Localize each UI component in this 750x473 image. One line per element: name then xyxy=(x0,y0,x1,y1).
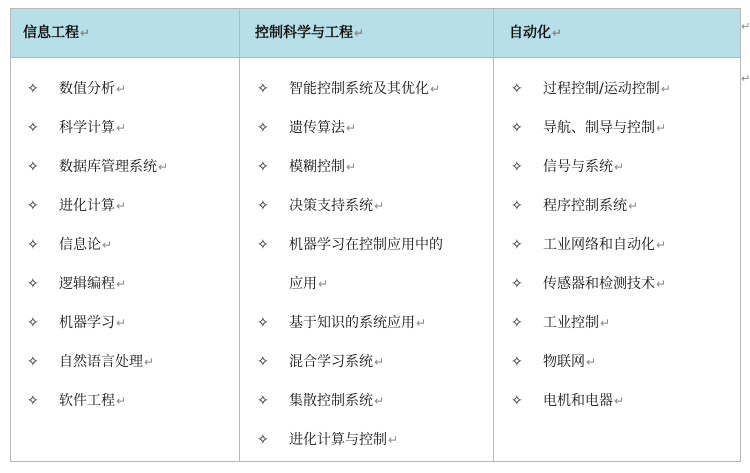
paragraph-mark: ↵ xyxy=(318,277,329,291)
list-item-text: 进化计算 xyxy=(59,198,115,214)
diamond-bullet-icon: ✧ xyxy=(27,159,39,175)
diamond-bullet-icon: ✧ xyxy=(511,159,523,175)
diamond-bullet-icon: ✧ xyxy=(27,198,39,214)
paragraph-mark: ↵ xyxy=(102,238,113,252)
list-item-text: 混合学习系统 xyxy=(289,354,373,370)
paragraph-mark: ↵ xyxy=(628,199,639,213)
list-item xyxy=(21,343,231,382)
list-item xyxy=(251,70,487,109)
list-item-text: 模糊控制 xyxy=(289,159,345,175)
diamond-bullet-icon: ✧ xyxy=(257,120,269,136)
paragraph-mark: ↵ xyxy=(116,121,127,135)
paragraph-mark: ↵ xyxy=(660,82,671,96)
paragraph-mark: ↵ xyxy=(656,121,667,135)
list-item-text: 自然语言处理 xyxy=(59,354,143,370)
list-item xyxy=(505,70,733,109)
diamond-bullet-icon: ✧ xyxy=(511,354,523,370)
diamond-bullet-icon: ✧ xyxy=(511,198,523,214)
list-item xyxy=(505,226,733,265)
list-item-text: 进化计算与控制 xyxy=(289,432,387,448)
paragraph-mark: ↵ xyxy=(600,316,611,330)
list-item xyxy=(251,265,487,304)
list-item xyxy=(21,70,231,109)
list-item-text: 机器学习 xyxy=(59,315,115,331)
list-item xyxy=(505,148,733,187)
diamond-bullet-icon: ✧ xyxy=(511,315,523,331)
diamond-bullet-icon: ✧ xyxy=(511,237,523,253)
paragraph-mark: ↵ xyxy=(374,355,385,369)
list-item-text: 工业网络和自动化 xyxy=(543,237,655,253)
diamond-bullet-icon: ✧ xyxy=(27,393,39,409)
list-item-text: 导航、制导与控制 xyxy=(543,120,655,136)
list-item xyxy=(505,343,733,382)
paragraph-mark: ↵ xyxy=(158,160,169,174)
list-item xyxy=(21,304,231,343)
list-item xyxy=(505,304,733,343)
list-item-text: 传感器和检测技术 xyxy=(543,276,655,292)
list-item-text: 智能控制系统及其优化 xyxy=(289,81,429,97)
list-item-text: 遗传算法 xyxy=(289,120,345,136)
diamond-bullet-icon: ✧ xyxy=(27,237,39,253)
list-item-text: 物联网 xyxy=(543,354,585,370)
table-header-row xyxy=(11,9,740,58)
diamond-bullet-icon: ✧ xyxy=(511,81,523,97)
information-engineering-list xyxy=(21,70,231,421)
list-item xyxy=(21,109,231,148)
list-item-text: 决策支持系统 xyxy=(289,198,373,214)
list-item-text: 逻辑编程 xyxy=(59,276,115,292)
paragraph-mark: ↵ xyxy=(116,277,127,291)
paragraph-mark: ↵ xyxy=(656,277,667,291)
diamond-bullet-icon: ✧ xyxy=(257,81,269,97)
column-divider xyxy=(493,9,494,461)
diamond-bullet-icon: ✧ xyxy=(27,276,39,292)
paragraph-mark: ↵ xyxy=(116,316,127,330)
paragraph-mark: ↵ xyxy=(346,160,357,174)
paragraph-mark: ↵ xyxy=(116,82,127,96)
list-item-text: 科学计算 xyxy=(59,120,115,136)
list-item xyxy=(21,382,231,421)
diamond-bullet-icon: ✧ xyxy=(257,354,269,370)
paragraph-mark: ↵ xyxy=(144,355,155,369)
control-science-list xyxy=(251,70,487,460)
column-divider xyxy=(239,9,240,461)
list-item-text: 软件工程 xyxy=(59,393,115,409)
diamond-bullet-icon: ✧ xyxy=(257,198,269,214)
diamond-bullet-icon: ✧ xyxy=(257,159,269,175)
list-item-text: 集散控制系统 xyxy=(289,393,373,409)
paragraph-mark: ↵ xyxy=(614,394,625,408)
list-item-text: 应用 xyxy=(289,276,317,292)
list-item-text: 信息论 xyxy=(59,237,101,253)
paragraph-mark: ↵ xyxy=(346,121,357,135)
diamond-bullet-icon: ✧ xyxy=(27,315,39,331)
diamond-bullet-icon: ✧ xyxy=(511,276,523,292)
list-item xyxy=(251,382,487,421)
header-automation: 自动化↵ xyxy=(509,25,563,41)
paragraph-mark: ↵ xyxy=(374,394,385,408)
list-item xyxy=(505,187,733,226)
diamond-bullet-icon: ✧ xyxy=(257,237,269,253)
diamond-bullet-icon: ✧ xyxy=(511,120,523,136)
paragraph-mark: ↵ xyxy=(388,433,399,447)
header-control-science: 控制科学与工程↵ xyxy=(255,25,365,41)
list-item xyxy=(251,148,487,187)
paragraph-mark: ↵ xyxy=(741,20,750,33)
list-item xyxy=(505,382,733,421)
paragraph-mark: ↵ xyxy=(614,160,625,174)
diamond-bullet-icon: ✧ xyxy=(511,393,523,409)
paragraph-mark: ↵ xyxy=(416,316,427,330)
paragraph-mark: ↵ xyxy=(116,394,127,408)
list-item xyxy=(251,226,487,265)
list-item-text: 电机和电器 xyxy=(543,393,613,409)
list-item xyxy=(251,304,487,343)
paragraph-mark: ↵ xyxy=(656,238,667,252)
list-item xyxy=(251,187,487,226)
list-item-text: 机器学习在控制应用中的 xyxy=(289,237,443,253)
diamond-bullet-icon: ✧ xyxy=(27,120,39,136)
header-information-engineering: 信息工程↵ xyxy=(23,25,91,41)
list-item xyxy=(251,343,487,382)
list-item-text: 基于知识的系统应用 xyxy=(289,315,415,331)
paragraph-mark: ↵ xyxy=(116,199,127,213)
list-item-text: 信号与系统 xyxy=(543,159,613,175)
diamond-bullet-icon: ✧ xyxy=(257,432,269,448)
list-item-text: 过程控制/运动控制 xyxy=(543,81,660,97)
list-item-text: 数值分析 xyxy=(59,81,115,97)
list-item xyxy=(251,109,487,148)
paragraph-mark: ↵ xyxy=(586,355,597,369)
diamond-bullet-icon: ✧ xyxy=(27,81,39,97)
paragraph-mark: ↵ xyxy=(374,199,385,213)
list-item-text: 工业控制 xyxy=(543,315,599,331)
list-item xyxy=(251,421,487,460)
list-item xyxy=(21,187,231,226)
list-item xyxy=(505,109,733,148)
automation-list xyxy=(505,70,733,421)
subject-table xyxy=(10,8,741,462)
diamond-bullet-icon: ✧ xyxy=(257,393,269,409)
paragraph-mark: ↵ xyxy=(741,72,750,85)
list-item xyxy=(505,265,733,304)
list-item xyxy=(21,226,231,265)
diamond-bullet-icon: ✧ xyxy=(257,315,269,331)
list-item-text: 数据库管理系统 xyxy=(59,159,157,175)
diamond-bullet-icon: ✧ xyxy=(27,354,39,370)
list-item xyxy=(21,265,231,304)
paragraph-mark: ↵ xyxy=(430,82,441,96)
list-item xyxy=(21,148,231,187)
list-item-text: 程序控制系统 xyxy=(543,198,627,214)
